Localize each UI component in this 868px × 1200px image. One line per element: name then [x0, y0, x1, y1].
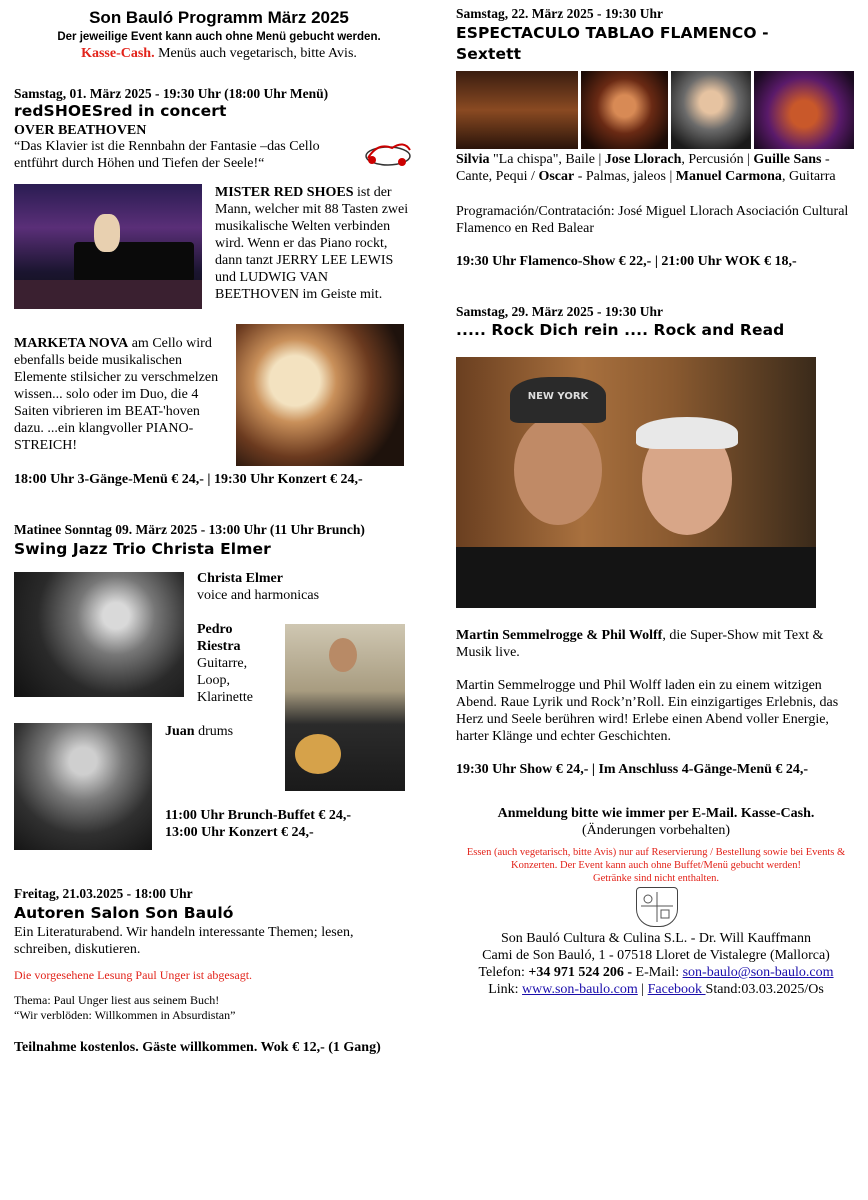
- artist-oscar-role: - Palmas, jaleos |: [574, 169, 676, 184]
- marketa-nova: MARKETA NOVA: [14, 336, 129, 351]
- cap-text: NEW YORK: [527, 391, 589, 402]
- event3-theme-line1: Thema: Paul Unger liest aus seinem Buch!: [14, 993, 220, 1007]
- member2-role: Guitarre, Loop, Klarinette: [197, 656, 253, 705]
- event5-paragraph1: [456, 627, 851, 661]
- header-note: [14, 46, 424, 62]
- artist-silvia-role: "La chispa", Baile |: [489, 152, 605, 167]
- grey-hair-shape: [636, 417, 738, 449]
- event5-price: 19:30 Uhr Show € 24,- | Im Anschluss 4-Gänge-Menü € 24,-: [456, 762, 809, 777]
- son-baulo-crest-icon: [636, 887, 678, 927]
- website-link[interactable]: www.son-baulo.com: [522, 982, 638, 997]
- drinks-note: Getränke sind nicht enthalten.: [593, 873, 719, 884]
- event1-date: Samstag, 01. März 2025 - 19:30 Uhr (18:00 Uhr Menü): [14, 86, 329, 101]
- event1-title: redSHOESred in concert: [14, 102, 227, 120]
- piano-shape: [74, 242, 194, 282]
- member2-name: Pedro Riestra: [197, 622, 241, 654]
- artist-manuel: Manuel Carmona: [675, 169, 782, 184]
- menu-note: Menüs auch vegetarisch, bitte Avis.: [154, 46, 357, 61]
- event5-artists: Martin Semmelrogge & Phil Wolff: [456, 628, 663, 643]
- link-label: Link:: [488, 982, 523, 997]
- event1-paragraph1: [215, 184, 410, 303]
- shirts-shape: [456, 547, 816, 608]
- flamenco-photo-2: [581, 71, 668, 149]
- event3-cancel-note: Die vorgesehene Lesung Paul Unger ist abgesagt.: [14, 968, 253, 982]
- artist-manuel-role: , Guitarra: [781, 169, 836, 184]
- martin-face-shape: [514, 415, 602, 525]
- event2-date: Matinee Sonntag 09. März 2025 - 13:00 Uhr (11 Uhr Brunch): [14, 522, 365, 537]
- event3-price: Teilnahme kostenlos. Gäste willkommen. Wok € 12,- (1 Gang): [14, 1040, 381, 1055]
- event1-p1-text: ist der Mann, welcher mit 88 Tasten zwei musikalische Welten verbinden wird. Wenn er das Piano rockt, dann tanzt JERRY LEE LEWIS und LUDWIG VAN BEETHOVEN im Geiste mit.: [215, 185, 409, 302]
- event1-p2-text: am Cello wird ebenfalls beide musikalischen Elemente stilsicher zu verschmelzen wissen... solo oder im Duo, die 4 Saiten vibrieren im BEAT-'hoven dazu. ...ein klangvoller PIANO-STREICH!: [14, 336, 219, 453]
- address-line: Cami de Son Bauló, 1 - 07518 Lloret de Vistalegre (Mallorca): [482, 948, 830, 963]
- member3-name: Juan: [165, 724, 195, 739]
- event4-title: ESPECTACULO TABLAO FLAMENCO - Sextett: [456, 24, 769, 63]
- redshoes-logo: [358, 134, 416, 170]
- artist-silvia: Silvia: [456, 152, 490, 167]
- member3: [165, 723, 233, 740]
- rock-and-read-photo: [456, 357, 816, 608]
- pedro-face-shape: [329, 638, 357, 672]
- event3-title: Autoren Salon Son Bauló: [14, 904, 234, 922]
- stage-floor: [14, 280, 202, 309]
- email-label: E-Mail:: [632, 965, 683, 980]
- artist-guille-role: - Cante, Pequi /: [456, 152, 830, 184]
- cash-note: Kasse-Cash.: [81, 46, 155, 61]
- member1-role: voice and harmonicas: [197, 588, 320, 603]
- event1-subtitle: OVER BEATHOVEN: [14, 123, 147, 138]
- links-line: [456, 981, 856, 998]
- juan-drums-photo: [14, 723, 152, 850]
- mister-red-shoes: MISTER RED SHOES: [215, 185, 354, 200]
- christa-elmer-photo: [14, 572, 184, 697]
- flamenco-photo-1: [456, 71, 578, 149]
- event4-programming: Programación/Contratación: José Miguel Llorach Asociación Cultural Flamenco en Red Balear: [456, 204, 849, 236]
- flamenco-photo-4: [754, 71, 854, 149]
- event2-price1: 11:00 Uhr Brunch-Buffet € 24,-: [165, 808, 352, 823]
- page-subtitle: Der jeweilige Event kann auch ohne Menü gebucht werden.: [57, 31, 381, 43]
- page-title: Son Bauló Programm März 2025: [89, 8, 349, 27]
- changes-note: (Änderungen vorbehalten): [581, 823, 731, 838]
- event3-date: Freitag, 21.03.2025 - 18:00 Uhr: [14, 886, 193, 901]
- registration-note: Anmeldung bitte wie immer per E-Mail. Kasse-Cash.: [497, 806, 815, 821]
- event4-artists: [456, 151, 861, 185]
- cellist-photo: [236, 324, 404, 466]
- artist-jose-role: , Percusión |: [681, 152, 754, 167]
- food-note: Essen (auch vegetarisch, bitte Avis) nur auf Reservierung / Bestellung sowie bei Events & Konzerten. Der Event kann auch ohne Buffet/Menü gebucht werden!: [466, 847, 846, 871]
- performer-shape: [94, 214, 120, 252]
- stand-date: Stand:03.03.2025/Os: [705, 982, 824, 997]
- event3-description: Ein Literaturabend. Wir handeln interessante Themen; lesen, schreiben, diskutieren.: [14, 925, 354, 957]
- event1-paragraph2: [14, 335, 226, 454]
- event4-price: 19:30 Uhr Flamenco-Show € 22,- | 21:00 Uhr WOK € 18,-: [456, 254, 797, 269]
- cap-shape: [510, 377, 606, 423]
- member3-role: drums: [194, 724, 234, 739]
- flamenco-photo-3: [671, 71, 751, 149]
- contact-line: [456, 964, 856, 981]
- event4-date: Samstag, 22. März 2025 - 19:30 Uhr: [456, 6, 663, 21]
- redshoes-concert-photo: [14, 184, 202, 309]
- link-separator: |: [637, 982, 648, 997]
- event1-price: 18:00 Uhr 3-Gänge-Menü € 24,- | 19:30 Uhr Konzert € 24,-: [14, 472, 363, 487]
- phone-number: +34 971 524 206 -: [528, 965, 633, 980]
- event1-quote: “Das Klavier ist die Rennbahn der Fantasie –das Cello entführt durch Höhen und Tiefen der Seele!“: [14, 139, 320, 171]
- guitar-shape: [295, 734, 341, 774]
- artist-jose: Jose Llorach: [604, 152, 682, 167]
- email-link[interactable]: son-baulo@son-baulo.com: [682, 965, 834, 980]
- event5-p1-text: , die Super-Show mit Text & Musik live.: [456, 628, 824, 660]
- event5-title: ..... Rock Dich rein .... Rock and Read: [456, 321, 785, 339]
- phone-label: Telefon:: [478, 965, 529, 980]
- artist-oscar: Oscar: [538, 169, 575, 184]
- pedro-riestra-photo: [285, 624, 405, 791]
- event2-title: Swing Jazz Trio Christa Elmer: [14, 540, 271, 558]
- artist-guille: Guille Sans: [753, 152, 822, 167]
- event3-theme-line2: “Wir verblöden: Willkommen in Absurdistan”: [14, 1008, 236, 1022]
- event2-price2: 13:00 Uhr Konzert € 24,-: [165, 825, 314, 840]
- event5-paragraph2: Martin Semmelrogge und Phil Wolff laden ein zu einem witzigen Abend. Raue Lyrik und Rock’n’Roll. Ein einzigartiges Erlebnis, das Herz und Seele berühren wird! Erlebe einen Abend voller Energie, harter Klänge und echter Geschichten.: [456, 678, 839, 744]
- facebook-link[interactable]: Facebook: [647, 982, 706, 997]
- member1-name: Christa Elmer: [197, 571, 283, 586]
- company-line: Son Bauló Cultura & Culina S.L. - Dr. Will Kauffmann: [500, 931, 811, 946]
- event5-date: Samstag, 29. März 2025 - 19:30 Uhr: [456, 304, 663, 319]
